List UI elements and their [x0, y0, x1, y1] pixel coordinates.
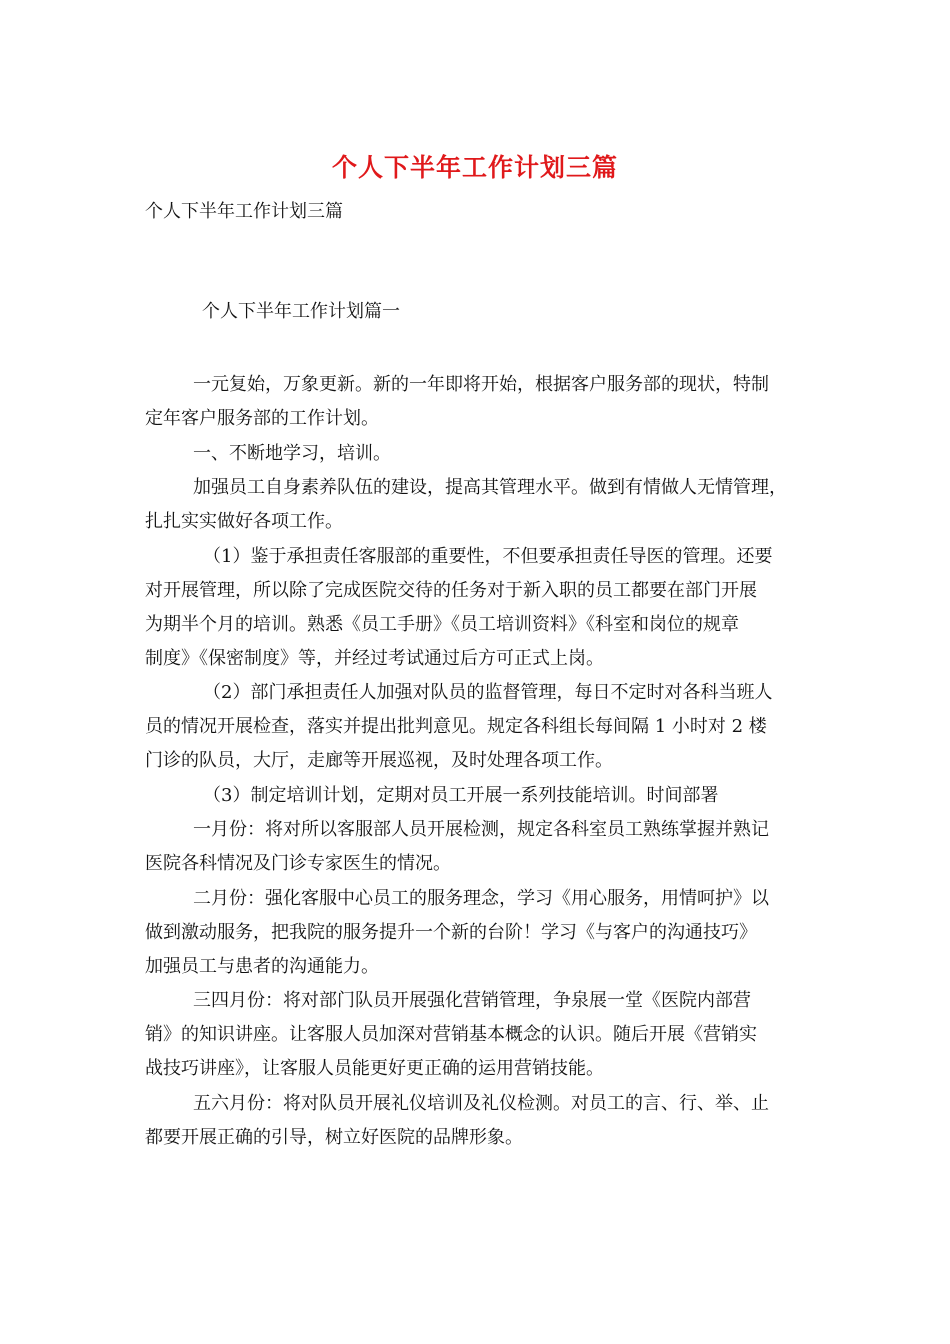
section-heading: 个人下半年工作计划篇一 [202, 301, 400, 322]
paragraph [145, 1087, 815, 1155]
document-subtitle: 个人下半年工作计划三篇 [145, 201, 343, 222]
paragraph-line: 制度》《保密制度》等，并经过考试通过后方可正式上岗。 [145, 647, 604, 669]
paragraph-line: 一、不断地学习，培训。 [193, 442, 391, 464]
paragraph [145, 368, 815, 436]
paragraph-line: （3）制定培训计划，定期对员工开展一系列技能培训。时间部署 [203, 784, 719, 806]
document-body [145, 368, 815, 1155]
paragraph [145, 676, 815, 778]
paragraph-line: 一元复始，万象更新。新的一年即将开始，根据客户服务部的现状，特制 [193, 374, 769, 395]
paragraph [145, 437, 815, 471]
paragraph-line: 做到激动服务，把我院的服务提升一个新的台阶！学习《与客户的沟通技巧》 [145, 921, 757, 943]
paragraph [145, 813, 815, 881]
document-title: 个人下半年工作计划三篇 [331, 153, 618, 182]
paragraph-line: 二月份：强化客服中心员工的服务理念，学习《用心服务，用情呵护》以 [193, 887, 769, 909]
paragraph-line: 销》的知识讲座。让客服人员加深对营销基本概念的认识。随后开展《营销实 [145, 1024, 757, 1045]
paragraph-line: 为期半个月的培训。熟悉《员工手册》《员工培训资料》《科室和岗位的规章 [145, 613, 739, 635]
paragraph [145, 882, 815, 984]
paragraph-line: 扎扎实实做好各项工作。 [145, 511, 343, 532]
paragraph-line: 医院各科情况及门诊专家医生的情况。 [145, 853, 451, 874]
paragraph-line: 加强员工自身素养队伍的建设，提高其管理水平。做到有情做人无情管理， [193, 477, 787, 498]
paragraph-line: 加强员工与患者的沟通能力。 [145, 955, 379, 977]
paragraph [145, 779, 815, 813]
paragraph-line: 门诊的队员，大厅，走廊等开展巡视，及时处理各项工作。 [145, 750, 613, 771]
paragraph [145, 540, 815, 676]
paragraph [145, 984, 815, 1086]
paragraph-line: 员的情况开展检查，落实并提出批判意见。规定各科组长每间隔 1 小时对 2 楼 [145, 716, 767, 737]
paragraph-line: 都要开展正确的引导，树立好医院的品牌形象。 [145, 1126, 523, 1148]
paragraph-line: （2）部门承担责任人加强对队员的监督管理，每日不定时对各科当班人 [203, 682, 773, 703]
paragraph-line: 一月份：将对所以客服部人员开展检测，规定各科室员工熟练掌握并熟记 [193, 819, 769, 840]
paragraph-line: 定年客户服务部的工作计划。 [145, 408, 379, 429]
paragraph [145, 471, 815, 539]
paragraph-line: 对开展管理，所以除了完成医院交待的任务对于新入职的员工都要在部门开展 [145, 579, 757, 601]
paragraph-line: 五六月份：将对队员开展礼仪培训及礼仪检测。对员工的言、行、举、止 [193, 1092, 769, 1114]
paragraph-line: 三四月份：将对部门队员开展强化营销管理，争泉展一堂《医院内部营 [193, 990, 751, 1011]
paragraph-line: （1）鉴于承担责任客服部的重要性，不但要承担责任导医的管理。还要 [203, 545, 773, 567]
paragraph-line: 战技巧讲座》，让客服人员能更好更正确的运用营销技能。 [145, 1058, 604, 1079]
